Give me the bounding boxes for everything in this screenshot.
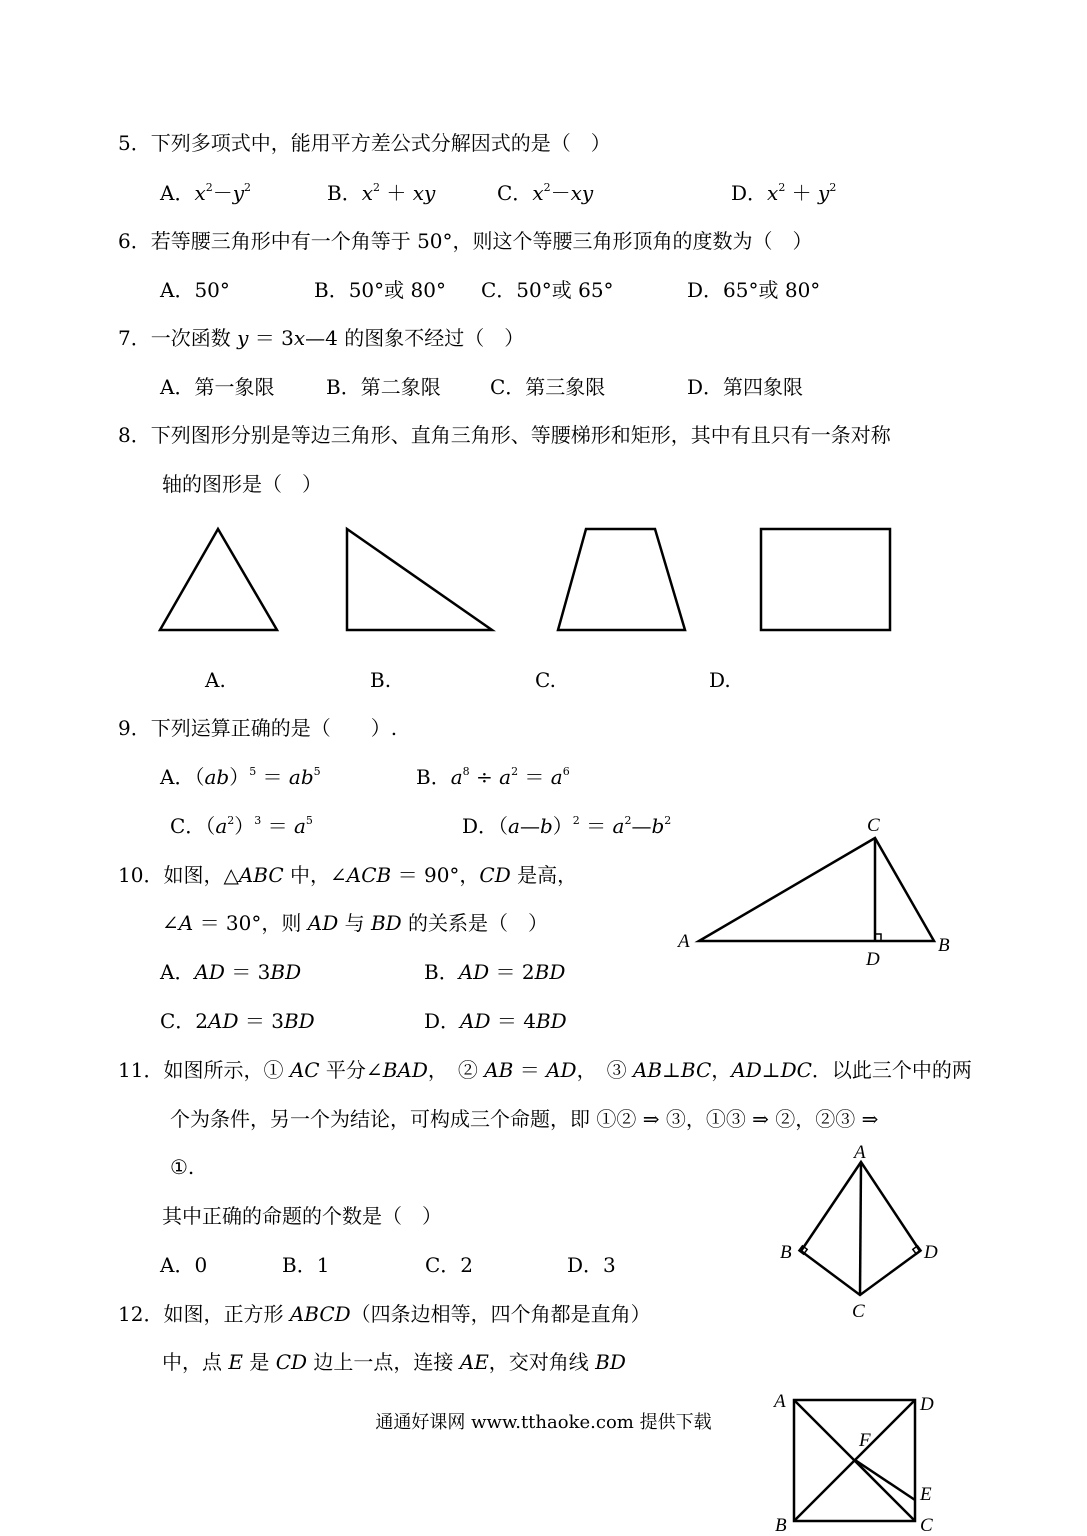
q11-kite-figure <box>770 1140 950 1325</box>
q6-option-b: B．50°或 80° <box>314 278 446 302</box>
q10-label-b: B <box>938 935 950 956</box>
q10-triangle-figure <box>670 810 970 975</box>
q12-label-b: B <box>775 1515 787 1536</box>
q7-option-c: C．第三象限 <box>490 375 606 399</box>
q6-option-d: D．65°或 80° <box>687 278 821 302</box>
q8-label-d: D. <box>709 668 731 692</box>
q11-stem-line4: 其中正确的命题的个数是（ ） <box>162 1204 442 1228</box>
q10-option-b: B．AD ＝ 2BD <box>424 960 566 984</box>
q7-option-d: D．第四象限 <box>687 375 804 399</box>
q10-stem-line1: 10．如图，△ABC 中，∠ACB ＝ 90°，CD 是高， <box>118 863 578 887</box>
q11-option-d: D．3 <box>567 1253 616 1277</box>
q10-stem-line2: ∠A ＝ 30°，则 AD 与 BD 的关系是（ ） <box>162 911 549 935</box>
q8-label-a: A. <box>205 668 226 692</box>
q5-option-c: C．$x^2-xy$ <box>497 181 594 205</box>
q9-stem: 9．下列运算正确的是（ ）. <box>118 716 398 740</box>
q7-option-b: B．第二象限 <box>326 375 441 399</box>
q9-option-a: A．$(ab)^5 = ab^5$ <box>160 765 321 789</box>
q7-option-a: A．第一象限 <box>160 375 275 399</box>
q8-label-c: C. <box>535 668 556 692</box>
q6-option-c: C．50°或 65° <box>481 278 614 302</box>
q11-option-b: B．1 <box>282 1253 330 1277</box>
q12-label-c: C <box>920 1515 933 1536</box>
q5-option-a: A．$x^2-y^2$ <box>160 181 252 205</box>
q9-option-c: C．$(a^2)^3 = a^5$ <box>170 814 313 838</box>
equilateral-triangle-shape <box>160 529 277 630</box>
q12-label-e: E <box>920 1484 932 1505</box>
q10-label-a: A <box>678 931 690 952</box>
q12-stem-line1: 12．如图，正方形 ABCD（四条边相等，四个角都是直角） <box>118 1302 651 1326</box>
q8-stem-line1: 8．下列图形分别是等边三角形、直角三角形、等腰梯形和矩形，其中有且只有一条对称 <box>118 423 891 447</box>
q11-label-c: C <box>852 1301 865 1322</box>
q11-stem-line2: 个为条件，另一个为结论，可构成三个命题，即 ①② ⇒ ③，①③ ⇒ ②，②③ ⇒ <box>170 1107 879 1131</box>
q5-option-b: B．$x^2$ ＋ xy <box>327 181 436 205</box>
q11-stem-line3: ①. <box>170 1155 195 1179</box>
q11-option-c: C．2 <box>425 1253 474 1277</box>
q11-label-b: B <box>780 1242 792 1263</box>
q12-stem-line2: 中，点 E 是 CD 边上一点，连接 AE，交对角线 BD <box>162 1350 626 1374</box>
q12-label-d: D <box>920 1394 934 1415</box>
q11-label-d: D <box>924 1242 938 1263</box>
q11-option-a: A．0 <box>160 1253 208 1277</box>
isosceles-trapezoid-shape <box>558 529 685 630</box>
q12-label-f: F <box>859 1430 871 1451</box>
q7-stem: 7．一次函数 y ＝ 3x—4 的图象不经过（ ） <box>118 326 525 350</box>
q6-stem: 6．若等腰三角形中有一个角等于 50°，则这个等腰三角形顶角的度数为（ ） <box>118 229 813 253</box>
q9-option-d: D．（a—b）$^2$ ＝ $a^2—b^2$ <box>462 814 672 838</box>
q8-shapes-figure <box>150 515 910 645</box>
q12-label-a: A <box>774 1391 786 1412</box>
q8-label-b: B. <box>370 668 392 692</box>
q5-stem: 5．下列多项式中，能用平方差公式分解因式的是（ ） <box>118 131 611 155</box>
q10-option-c: C．2AD ＝ 3BD <box>160 1009 315 1033</box>
rectangle-shape <box>761 529 890 630</box>
q10-option-a: A．AD ＝ 3BD <box>160 960 302 984</box>
page-footer: 通通好课网 www.tthaoke.com 提供下载 <box>375 1412 712 1433</box>
q9-option-b: B．$a^8 \div a^2 = a^6$ <box>416 765 570 789</box>
q11-label-a: A <box>854 1142 866 1163</box>
q8-stem-line2: 轴的图形是（ ） <box>162 472 322 496</box>
right-triangle-shape <box>347 529 492 630</box>
q11-stem-line1: 11．如图所示，① AC 平分∠BAD， ② AB ＝ AD， ③ AB⊥BC，AD⊥DC．以此三个中的两 <box>118 1058 972 1082</box>
q10-label-d: D <box>866 949 880 970</box>
q10-label-c: C <box>867 815 880 836</box>
q5-option-d: D．$x^2 + y^2$ <box>731 181 837 205</box>
q10-option-d: D．AD ＝ 4BD <box>424 1009 567 1033</box>
q6-option-a: A．50° <box>160 278 230 302</box>
